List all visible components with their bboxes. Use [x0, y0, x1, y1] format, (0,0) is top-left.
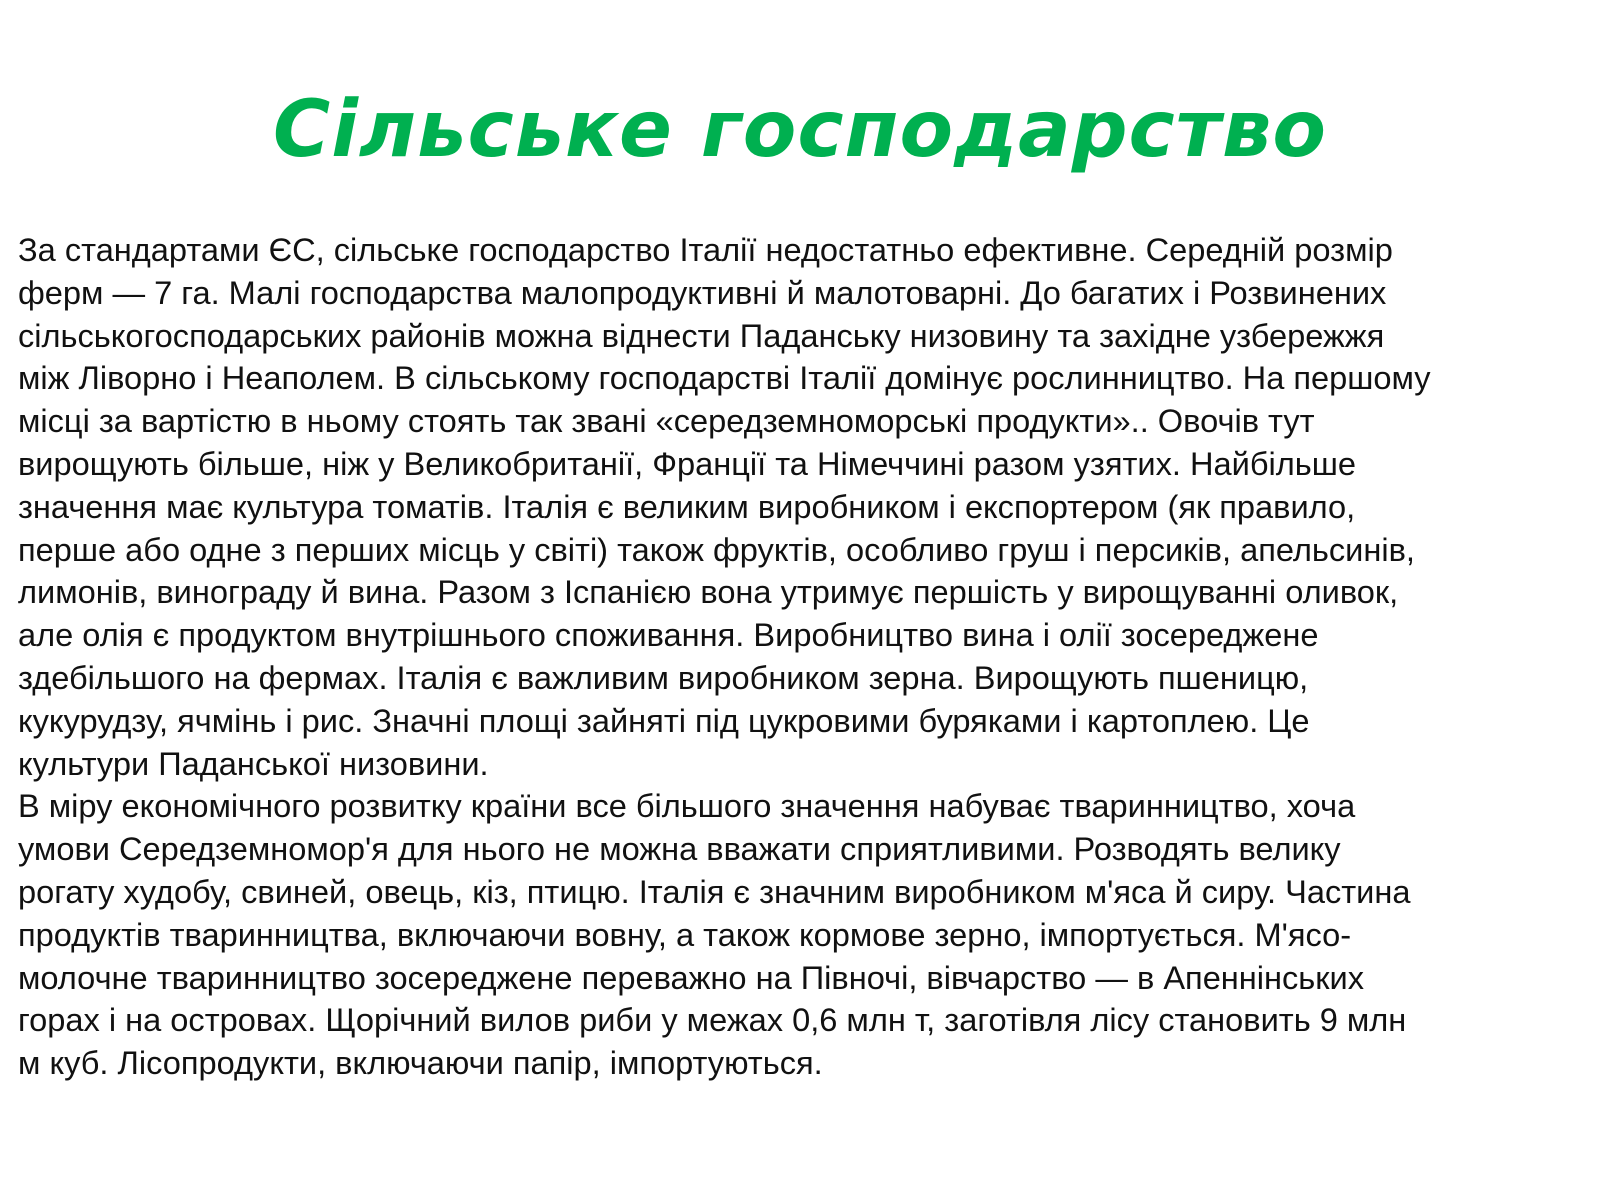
body-line: перше або одне з перших місць у світі) також фруктів, особливо груш і персиків, апельсинів, [18, 530, 1415, 568]
body-line: м куб. Лісопродукти, включаючи папір, імпортуються. [18, 1044, 823, 1082]
body-line: але олія є продуктом внутрішнього споживання. Виробництво вина і олії зосереджене [18, 616, 1319, 654]
body-line: кукурудзу, ячмінь і рис. Значні площі зайняті під цукровими буряками і картоплею. Це [18, 701, 1310, 739]
body-line: здебільшого на фермах. Італія є важливим виробником зерна. Вирощують пшеницю, [18, 658, 1309, 696]
body-line: лимонів, винограду й вина. Разом з Іспанією вона утримує першість у вирощуванні оливок, [18, 573, 1399, 611]
body-line: ферм — 7 га. Малі господарства малопродуктивні й малотоварні. До багатих і Розвинених [18, 273, 1387, 311]
body-line: В міру економічного розвитку країни все більшого значення набуває тваринництво, хоча [18, 787, 1356, 825]
body-line: місці за вартістю в ньому стоять так звані «середземноморські продукти».. Овочів тут [18, 402, 1315, 440]
body-line: сільськогосподарських районів можна віднести Паданську низовину та західне узбережжя [18, 316, 1385, 354]
body-line: молочне тваринництво зосереджене переважно на Півночі, вівчарство — в Апеннінських [18, 958, 1365, 996]
body-line: За стандартами ЄС, сільське господарство Італії недостатньо ефективне. Середній розмір [18, 231, 1393, 268]
body-line: горах і на островах. Щорічний вилов риби у межах 0,6 млн т, заготівля лісу становить 9 млн [18, 1001, 1407, 1039]
body-line: культури Паданської низовини. [18, 744, 489, 782]
body-line: рогату худобу, свиней, овець, кіз, птицю. Італія є значним виробником м'яса й сиру. Частина [18, 872, 1411, 910]
body-line: умови Середземномор'я для нього не можна вважати сприятливими. Розводять велику [18, 830, 1341, 868]
body-text [18, 229, 1588, 1085]
body-line: продуктів тваринництва, включаючи вовну, а також кормове зерно, імпортується. М'ясо- [18, 915, 1352, 953]
body-line: вирощують більше, ніж у Великобританії, Франції та Німеччині разом узятих. Найбільше [18, 444, 1356, 482]
body-line: значення має культура томатів. Італія є великим виробником і експортером (як правило, [18, 487, 1356, 525]
slide-title: Сільське господарство [273, 85, 1327, 175]
body-line: між Ліворно і Неаполем. В сільському господарстві Італії домінує рослинництво. На першому [18, 359, 1431, 397]
